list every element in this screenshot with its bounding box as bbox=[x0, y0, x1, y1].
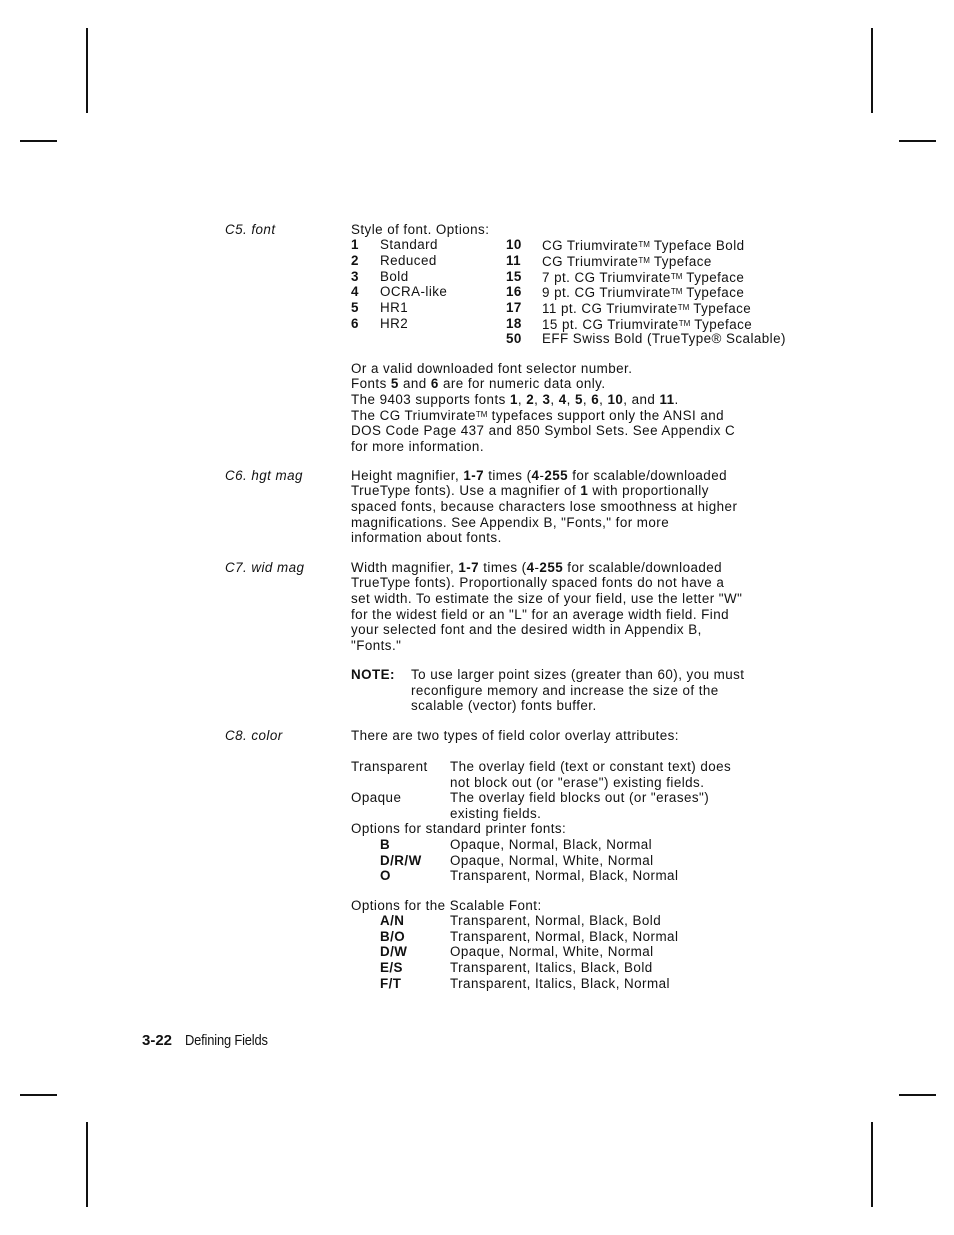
color-code-o: O bbox=[380, 868, 391, 883]
option-label: HR2 bbox=[380, 316, 409, 331]
trademark-mark: TM bbox=[670, 287, 683, 296]
note-line-1: To use larger point sizes (greater than 60), you must bbox=[411, 667, 745, 682]
c7-line-3: set width. To estimate the size of your field, use the letter "W" bbox=[351, 591, 743, 606]
option-label: Reduced bbox=[380, 253, 437, 268]
option-label: CG Triumvirate™ Typeface Bold bbox=[542, 238, 745, 253]
option-number: 3 bbox=[351, 269, 359, 284]
option-number: 10 bbox=[506, 237, 522, 252]
scalable-options-intro: Options for the Scalable Font: bbox=[351, 898, 542, 913]
page-number: 3-22 bbox=[142, 1032, 173, 1049]
option-number: 17 bbox=[506, 300, 522, 315]
c5-para-9403: The 9403 supports fonts 1, 2, 3, 4, 5, 6, 10, and 11. bbox=[351, 392, 679, 407]
trademark-mark: TM bbox=[670, 272, 683, 281]
option-label: Bold bbox=[380, 269, 409, 284]
color-desc-dw: Opaque, Normal, White, Normal bbox=[450, 944, 654, 959]
option-label: EFF Swiss Bold (TrueType® Scalable) bbox=[542, 331, 786, 346]
c5-intro: Style of font. Options: bbox=[351, 222, 490, 237]
option-number: 2 bbox=[351, 253, 359, 268]
c6-line-3: spaced fonts, because characters lose smoothness at higher bbox=[351, 499, 738, 514]
term-c8-color: C8. color bbox=[225, 728, 283, 743]
term-c5-font: C5. font bbox=[225, 222, 276, 237]
crop-mark-top-left-horizontal bbox=[20, 140, 57, 142]
option-label: CG Triumvirate™ Typeface bbox=[542, 254, 712, 269]
option-number: 11 bbox=[506, 253, 522, 268]
transparent-desc-2: not block out (or "erase") existing fields. bbox=[450, 775, 705, 790]
color-desc-an: Transparent, Normal, Black, Bold bbox=[450, 913, 662, 928]
color-code-b: B bbox=[380, 837, 391, 852]
c5-para-triumvirate-line3: for more information. bbox=[351, 439, 484, 454]
note-line-2: reconfigure memory and increase the size of the bbox=[411, 683, 719, 698]
color-code-bo: B/O bbox=[380, 929, 406, 944]
color-desc-ft: Transparent, Italics, Black, Normal bbox=[450, 976, 670, 991]
c7-line-4: for the widest field or an "L" for an average width field. Find bbox=[351, 607, 730, 622]
color-code-dw: D/W bbox=[380, 944, 408, 959]
c7-line-5: your selected font and the desired width in Appendix B, bbox=[351, 622, 702, 637]
term-c7-wid-mag: C7. wid mag bbox=[225, 560, 305, 575]
option-number: 15 bbox=[506, 269, 522, 284]
option-number: 5 bbox=[351, 300, 359, 315]
note-label: NOTE: bbox=[351, 667, 395, 682]
option-label: 11 pt. CG Triumvirate™ Typeface bbox=[542, 301, 752, 316]
standard-options-intro: Options for standard printer fonts: bbox=[351, 821, 567, 836]
option-label: 7 pt. CG Triumvirate™ Typeface bbox=[542, 270, 745, 285]
c6-line-4: magnifications. See Appendix B, "Fonts," for more bbox=[351, 515, 670, 530]
crop-mark-bottom-right-horizontal bbox=[899, 1094, 936, 1096]
option-number: 1 bbox=[351, 237, 359, 252]
trademark-mark: TM bbox=[678, 319, 691, 328]
color-code-drw: D/R/W bbox=[380, 853, 422, 868]
c6-line-1: Height magnifier, 1-7 times (4-255 for scalable/downloaded bbox=[351, 468, 728, 483]
crop-mark-top-right-vertical bbox=[871, 28, 873, 113]
trademark-mark: TM bbox=[475, 410, 488, 419]
opaque-desc-2: existing fields. bbox=[450, 806, 542, 821]
c7-line-1: Width magnifier, 1-7 times (4-255 for scalable/downloaded bbox=[351, 560, 723, 575]
opaque-desc-1: The overlay field blocks out (or "erases") bbox=[450, 790, 710, 805]
section-title: Defining Fields bbox=[185, 1032, 268, 1049]
crop-mark-top-left-vertical bbox=[86, 28, 88, 113]
crop-mark-top-right-horizontal bbox=[899, 140, 936, 142]
c6-line-2: TrueType fonts). Use a magnifier of 1 with proportionally bbox=[351, 483, 709, 498]
color-desc-drw: Opaque, Normal, White, Normal bbox=[450, 853, 654, 868]
option-label: 15 pt. CG Triumvirate™ Typeface bbox=[542, 317, 753, 332]
trademark-mark: TM bbox=[638, 240, 650, 249]
note-line-3: scalable (vector) fonts buffer. bbox=[411, 698, 597, 713]
c8-intro: There are two types of field color overlay attributes: bbox=[351, 728, 679, 743]
color-desc-b: Opaque, Normal, Black, Normal bbox=[450, 837, 653, 852]
option-label: Standard bbox=[380, 237, 438, 252]
option-number: 18 bbox=[506, 316, 522, 331]
option-label: HR1 bbox=[380, 300, 409, 315]
c6-line-5: information about fonts. bbox=[351, 530, 502, 545]
transparent-desc-1: The overlay field (text or constant text) does bbox=[450, 759, 732, 774]
color-desc-o: Transparent, Normal, Black, Normal bbox=[450, 868, 679, 883]
color-code-ft: F/T bbox=[380, 976, 402, 991]
term-c6-hgt-mag: C6. hgt mag bbox=[225, 468, 303, 483]
opaque-label: Opaque bbox=[351, 790, 402, 805]
option-number: 16 bbox=[506, 284, 522, 299]
crop-mark-bottom-left-vertical bbox=[86, 1122, 88, 1207]
c5-para-triumvirate-line2: DOS Code Page 437 and 850 Symbol Sets. See Appendix C bbox=[351, 423, 736, 438]
crop-mark-bottom-right-vertical bbox=[871, 1122, 873, 1207]
color-desc-bo: Transparent, Normal, Black, Normal bbox=[450, 929, 679, 944]
color-code-an: A/N bbox=[380, 913, 405, 928]
option-label: OCRA-like bbox=[380, 284, 448, 299]
option-number: 4 bbox=[351, 284, 359, 299]
transparent-label: Transparent bbox=[351, 759, 428, 774]
crop-mark-bottom-left-horizontal bbox=[20, 1094, 57, 1096]
c5-para-downloaded: Or a valid downloaded font selector number. bbox=[351, 361, 633, 376]
trademark-mark: TM bbox=[677, 303, 690, 312]
c7-line-6: "Fonts." bbox=[351, 638, 402, 653]
c7-line-2: TrueType fonts). Proportionally spaced fonts do not have a bbox=[351, 575, 725, 590]
trademark-mark: TM bbox=[638, 256, 650, 265]
option-number: 50 bbox=[506, 331, 522, 346]
color-desc-es: Transparent, Italics, Black, Bold bbox=[450, 960, 653, 975]
c5-para-numeric: Fonts 5 and 6 are for numeric data only. bbox=[351, 376, 606, 391]
option-number: 6 bbox=[351, 316, 359, 331]
c5-para-triumvirate: The CG Triumvirate™ typefaces support only the ANSI and bbox=[351, 408, 725, 423]
color-code-es: E/S bbox=[380, 960, 403, 975]
option-label: 9 pt. CG Triumvirate™ Typeface bbox=[542, 285, 745, 300]
